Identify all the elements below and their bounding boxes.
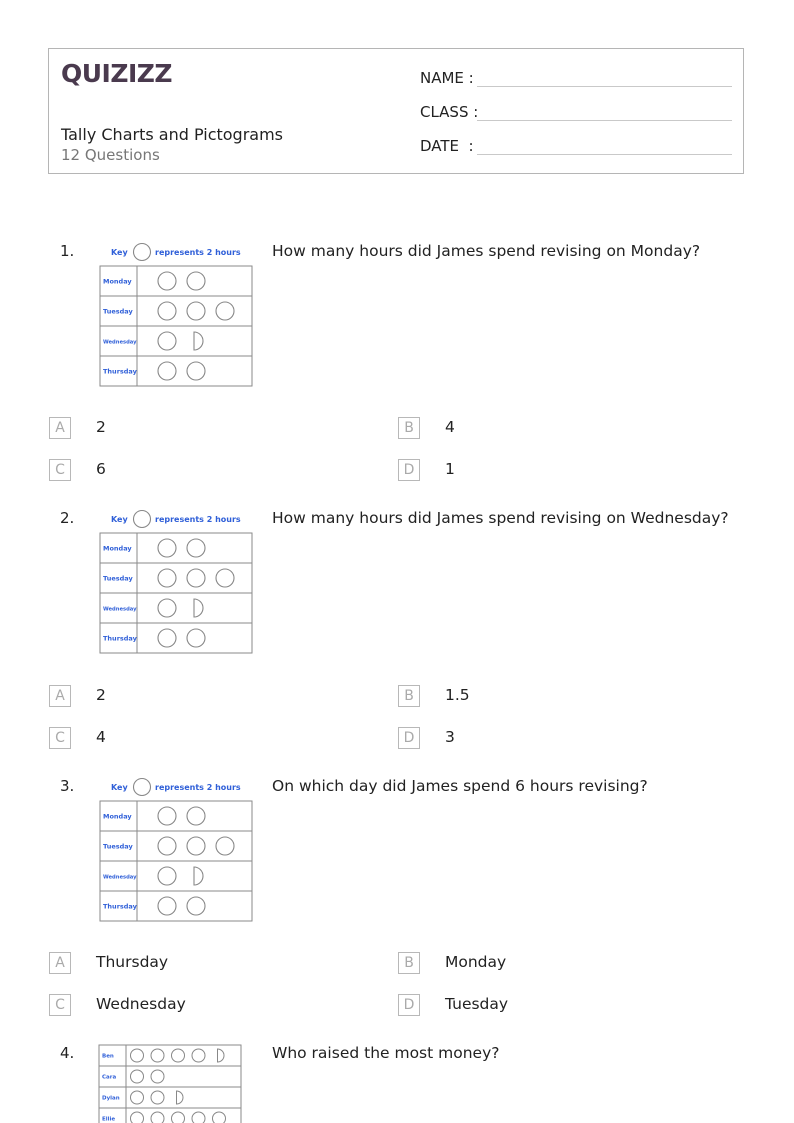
question-number: 1. (60, 242, 75, 260)
option-c-box[interactable]: C (49, 727, 71, 749)
option-a-text[interactable]: Thursday (96, 953, 169, 971)
pictogram-image (98, 1044, 258, 1123)
question-number: 3. (60, 777, 75, 795)
date-label: DATE : (420, 137, 474, 155)
row-label: Wednesday (103, 874, 137, 881)
pictogram-image (98, 242, 258, 390)
row-label: Monday (103, 544, 132, 553)
option-a-box[interactable]: A (49, 417, 71, 439)
option-a-box[interactable]: A (49, 685, 71, 707)
row-label: Tuesday (103, 307, 133, 316)
row-label: Wednesday (103, 339, 137, 346)
date-field[interactable] (420, 137, 474, 155)
key-label: Key (111, 783, 128, 792)
question-number: 4. (60, 1044, 75, 1062)
option-c-text[interactable]: Wednesday (96, 995, 186, 1013)
row-label: Monday (103, 812, 132, 821)
row-label: Tuesday (103, 574, 133, 583)
class-label: CLASS : (420, 103, 479, 121)
option-b-box[interactable]: B (398, 685, 420, 707)
row-label: Dylan (102, 1095, 120, 1102)
option-d-text[interactable]: 1 (445, 460, 455, 478)
question-number: 2. (60, 509, 75, 527)
question-text: On which day did James spend 6 hours revising? (272, 777, 648, 795)
option-d-box[interactable]: D (398, 459, 420, 481)
option-d-text[interactable]: 3 (445, 728, 455, 746)
row-label: Wednesday (103, 606, 137, 613)
row-label: Monday (103, 277, 132, 286)
pictogram-image (98, 509, 258, 657)
worksheet-title: Tally Charts and Pictograms (61, 125, 284, 144)
row-label: Tuesday (103, 842, 133, 851)
row-label: Thursday (103, 902, 137, 911)
class-field[interactable] (420, 103, 478, 121)
option-b-text[interactable]: Monday (445, 953, 507, 971)
option-b-text[interactable]: 1.5 (445, 686, 470, 704)
key-circle-icon (134, 244, 151, 261)
pictogram-table (99, 1045, 241, 1123)
name-label: NAME : (420, 69, 474, 87)
option-d-box[interactable]: D (398, 994, 420, 1016)
question-text: How many hours did James spend revising on Monday? (272, 242, 701, 260)
date-line (477, 154, 732, 155)
question-text: Who raised the most money? (272, 1044, 500, 1062)
option-d-text[interactable]: Tuesday (445, 995, 509, 1013)
option-b-box[interactable]: B (398, 417, 420, 439)
name-field[interactable] (420, 69, 474, 87)
key-text: represents 2 hours (155, 248, 241, 257)
option-d-box[interactable]: D (398, 727, 420, 749)
question-count: 12 Questions (61, 146, 160, 164)
key-text: represents 2 hours (155, 783, 241, 792)
row-label: Cara (102, 1074, 117, 1081)
quizizz-logo: QUIZIZZ (61, 59, 173, 88)
worksheet-header (48, 48, 744, 174)
key-label: Key (111, 248, 128, 257)
option-c-text[interactable]: 6 (96, 460, 106, 478)
option-c-text[interactable]: 4 (96, 728, 106, 746)
row-label: Ellie (102, 1116, 116, 1123)
row-label: Ben (102, 1053, 114, 1060)
key-text: represents 2 hours (155, 515, 241, 524)
option-a-box[interactable]: A (49, 952, 71, 974)
row-label: Thursday (103, 367, 137, 376)
class-line (477, 120, 732, 121)
option-b-box[interactable]: B (398, 952, 420, 974)
name-line (477, 86, 732, 87)
key-label: Key (111, 515, 128, 524)
option-c-box[interactable]: C (49, 459, 71, 481)
pictogram-image (98, 777, 258, 925)
row-label: Thursday (103, 634, 137, 643)
question-text: How many hours did James spend revising on Wednesday? (272, 509, 729, 527)
key-circle-icon (134, 779, 151, 796)
option-b-text[interactable]: 4 (445, 418, 455, 436)
option-c-box[interactable]: C (49, 994, 71, 1016)
option-a-text[interactable]: 2 (96, 418, 106, 436)
key-circle-icon (134, 511, 151, 528)
option-a-text[interactable]: 2 (96, 686, 106, 704)
